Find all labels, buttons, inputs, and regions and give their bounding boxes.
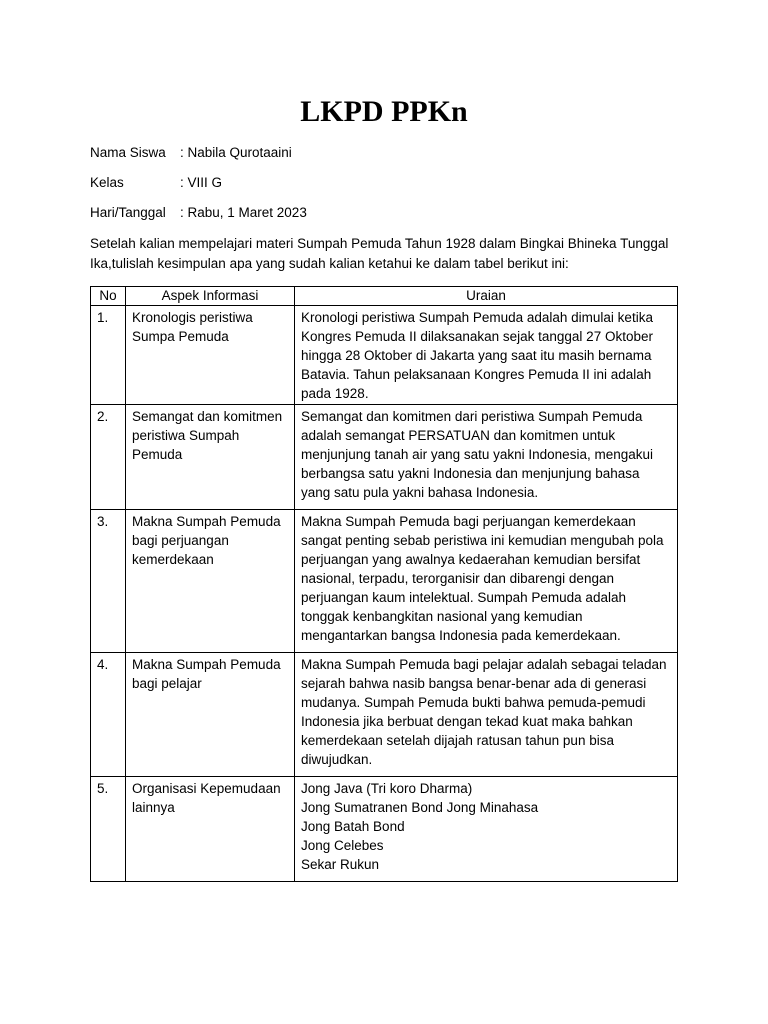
row-number: 3.: [91, 510, 126, 653]
lkpd-table: [90, 286, 678, 882]
intro-paragraph: Setelah kalian mempelajari materi Sumpah Pemuda Tahun 1928 dalam Bingkai Bhineka Tunggal Ika,tulislah kesimpulan apa yang sudah kalian ketahui ke dalam tabel berikut ini:: [90, 236, 669, 271]
organisasi-item: Jong Java (Tri koro Dharma): [301, 781, 473, 796]
info-row-nama-siswa: [90, 143, 292, 163]
row-uraian: Makna Sumpah Pemuda bagi perjuangan kemerdekaan sangat penting sebab peristiwa ini kemudian mengubah pola perjuangan yang awalnya kedaerahan kemudian bersifat nasional, terpadu, terorganisir dan dibarengi dengan perjuangan kaum intelektual. Sumpah Pemuda adalah tonggak kenbangkitan nasional yang kemudian mengantarkan bangsa Indonesia pada kemerdekaan.: [295, 510, 678, 653]
info-label: Kelas: [90, 175, 124, 190]
row-aspek: Makna Sumpah Pemuda bagi pelajar: [126, 653, 295, 777]
organisasi-item: Jong Batah Bond: [301, 819, 405, 834]
organisasi-item: Jong Celebes: [301, 838, 384, 853]
table-row: [91, 306, 678, 405]
table-header-row: [91, 287, 678, 306]
row-aspek: Organisasi Kepemudaan lainnya: [126, 777, 295, 882]
row-number: 2.: [91, 405, 126, 510]
table-row: [91, 510, 678, 653]
organisasi-item: Jong Sumatranen Bond Jong Minahasa: [301, 800, 539, 815]
document-title: LKPD PPKn: [300, 95, 468, 128]
info-value: : Rabu, 1 Maret 2023: [180, 205, 307, 220]
row-number: 1.: [91, 306, 126, 405]
row-aspek: Kronologis peristiwa Sumpa Pemuda: [126, 306, 295, 405]
header-aspek-informasi: Aspek Informasi: [126, 287, 295, 306]
info-value: : Nabila Qurotaaini: [180, 145, 292, 160]
info-label: Nama Siswa: [90, 145, 166, 160]
row-uraian: Makna Sumpah Pemuda bagi pelajar adalah sebagai teladan sejarah bahwa nasib bangsa benar-benar ada di generasi mudanya. Sumpah Pemuda bukti bahwa pemuda-pemudi Indonesia jika berbuat dengan tekad kuat maka bahkan kemerdekaan setelah dijajah ratusan tahun pun bisa diwujudkan.: [295, 653, 678, 777]
row-uraian: Kronologi peristiwa Sumpah Pemuda adalah dimulai ketika Kongres Pemuda II dilaksanakan sejak tanggal 27 Oktober hingga 28 Oktober di Jakarta yang saat itu masih bernama Batavia. Tahun pelaksanaan Kongres Pemuda II ini adalah pada 1928.: [295, 306, 678, 405]
header-no: No: [91, 287, 126, 306]
info-row-kelas: [90, 173, 222, 193]
row-aspek: Makna Sumpah Pemuda bagi perjuangan kemerdekaan: [126, 510, 295, 653]
row-uraian: [295, 777, 678, 882]
info-label: Hari/Tanggal: [90, 205, 166, 220]
row-uraian: Semangat dan komitmen dari peristiwa Sumpah Pemuda adalah semangat PERSATUAN dan komitmen untuk menjunjung tanah air yang satu yakni Indonesia, mengakui berbangsa satu yakni Indonesia dan menjunjung bahasa yang satu pula yakni bahasa Indonesia.: [295, 405, 678, 510]
table-row: [91, 777, 678, 882]
organisasi-item: Sekar Rukun: [301, 857, 380, 872]
info-value: : VIII G: [180, 175, 223, 190]
row-aspek: Semangat dan komitmen peristiwa Sumpah Pemuda: [126, 405, 295, 510]
header-uraian: Uraian: [295, 287, 678, 306]
info-row-hari-tanggal: [90, 203, 307, 223]
table-row: [91, 653, 678, 777]
row-number: 5.: [91, 777, 126, 882]
row-number: 4.: [91, 653, 126, 777]
table-row: [91, 405, 678, 510]
